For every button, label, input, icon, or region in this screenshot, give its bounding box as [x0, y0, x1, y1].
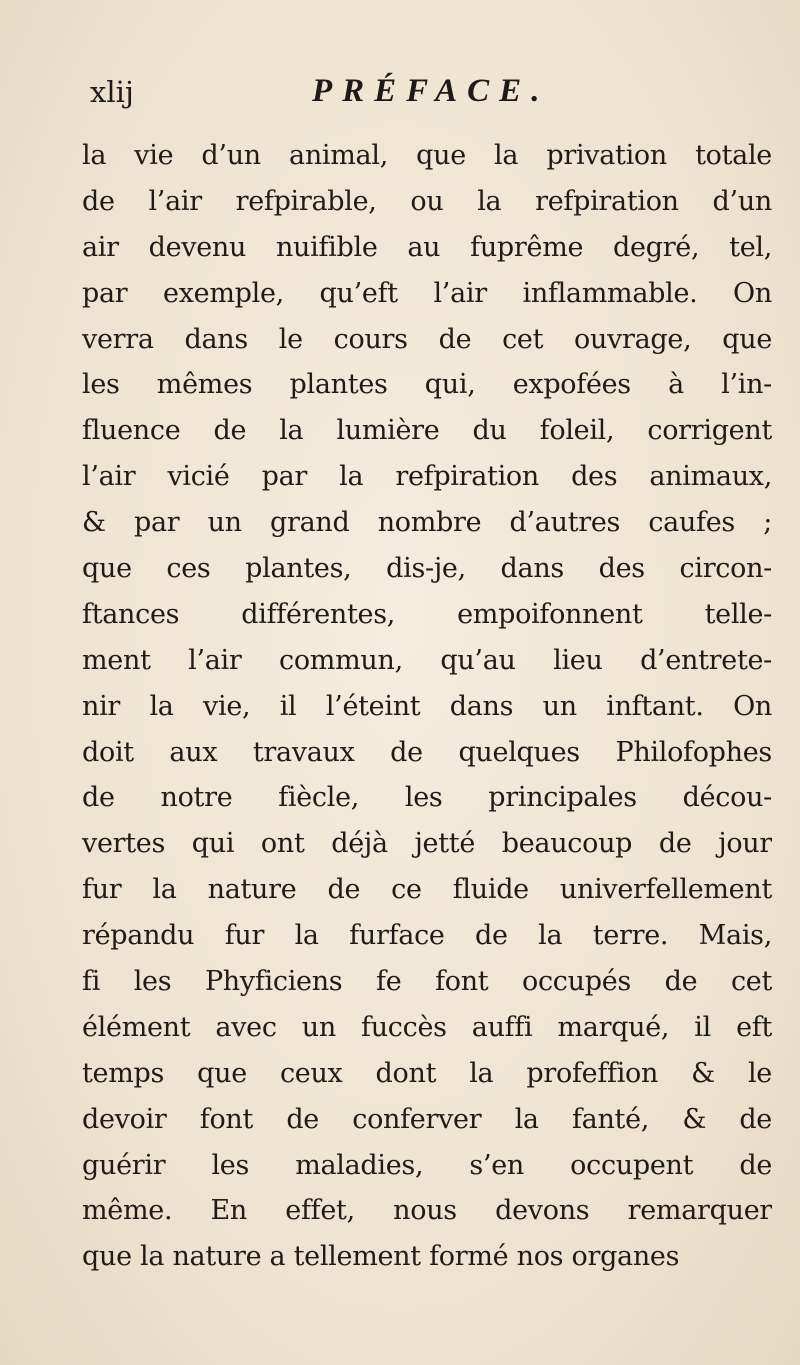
text-line: que la nature a tellement formé nos organes — [82, 1241, 680, 1273]
text-line: fur la nature de ce fluide univerfellement — [82, 874, 772, 906]
text-line: les mêmes plantes qui, expofées à l’in- — [82, 369, 772, 401]
text-line: nir la vie, il l’éteint dans un inftant. On — [82, 690, 772, 722]
running-title: PRÉFACE. — [312, 73, 550, 109]
text-line: & par un grand nombre d’autres caufes ; — [82, 507, 772, 539]
text-line: par exemple, qu’eft l’air inflammable. On — [82, 277, 772, 309]
body-text — [82, 133, 772, 1280]
text-line: que ces plantes, dis-je, dans des circon- — [82, 553, 772, 585]
text-line: élément avec un fuccès auffi marqué, il eft — [82, 1011, 772, 1043]
text-line: air devenu nuifible au fuprême degré, tel, — [82, 231, 772, 263]
text-line: temps que ceux dont la profeffion & le — [82, 1057, 772, 1089]
text-line: de l’air refpirable, ou la refpiration d’un — [82, 185, 772, 217]
text-line: répandu fur la furface de la terre. Mais, — [82, 920, 772, 952]
text-line: vertes qui ont déjà jetté beaucoup de jour — [82, 828, 772, 860]
text-line: fi les Phyficiens fe font occupés de cet — [82, 966, 772, 998]
text-line: l’air vicié par la refpiration des animaux, — [82, 461, 772, 493]
text-line: fluence de la lumière du foleil, corrigent — [82, 415, 772, 447]
text-line: devoir font de conferver la fanté, & de — [82, 1103, 772, 1135]
text-line: de notre fiècle, les principales décou- — [82, 782, 772, 814]
page-header — [0, 75, 800, 115]
text-line: même. En effet, nous devons remarquer — [82, 1195, 772, 1227]
text-line: verra dans le cours de cet ouvrage, que — [82, 323, 772, 355]
text-line: ment l’air commun, qu’au lieu d’entrete- — [82, 644, 772, 676]
text-line: doit aux travaux de quelques Philofophes — [82, 736, 772, 768]
page-number: xlij — [90, 75, 134, 109]
text-line: la vie d’un animal, que la privation totale — [82, 140, 772, 171]
text-line: ftances différentes, empoifonnent telle- — [82, 598, 772, 630]
text-line: guérir les maladies, s’en occupent de — [82, 1149, 772, 1181]
